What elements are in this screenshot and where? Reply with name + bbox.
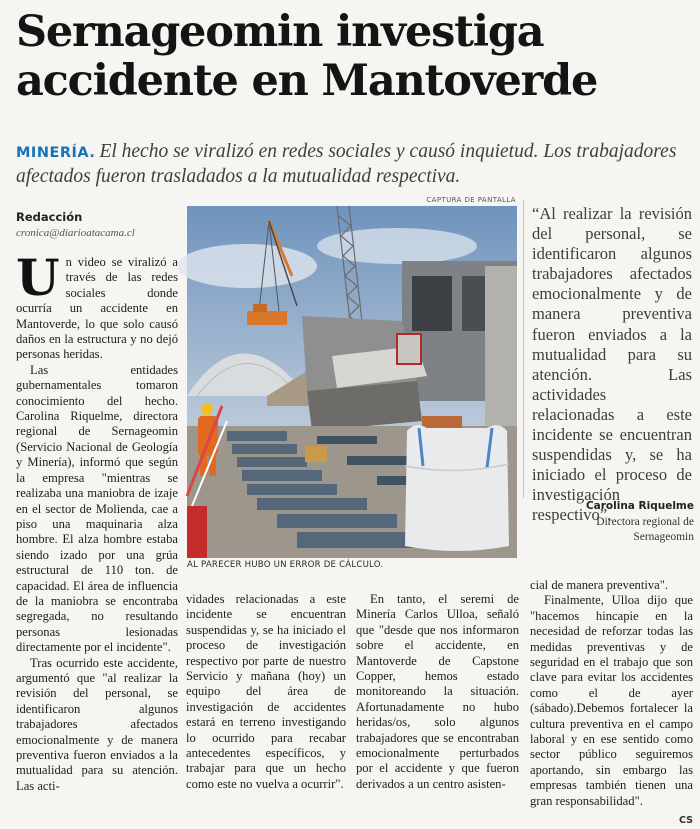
pullquote-divider xyxy=(523,200,524,498)
article-column-4 xyxy=(530,578,693,829)
byline xyxy=(16,210,186,239)
article-column-1 xyxy=(16,248,178,794)
lead-text: n video se viralizó a través de las redes sociales donde ocurría un accidente en Mantoverde, lo que solo causó daños en la estructura y no dejó personas heridas. xyxy=(16,255,178,362)
paragraph: cial de manera preventiva". xyxy=(530,578,669,592)
pullquote-author: Carolina Riquelme xyxy=(585,500,694,512)
photo-caption: AL PARECER HUBO UN ERROR DE CÁLCULO. xyxy=(187,560,384,570)
paragraph: En tanto, el seremi de Minería Carlos Ulloa, señaló que "desde que nos informaron sobre el accidente, en Mantoverde de Capstone Copper, hemos estado monitoreando la situación. Afortunadamente no hubo heridas/os, solo algunos trabajadores que se encontraban emocionalmente perturbados por el accidente y que fueron derivados a un centro asisten- xyxy=(356,592,519,791)
byline-email: cronica@diarioatacama.cl xyxy=(16,227,135,239)
article-column-2 xyxy=(186,592,346,792)
drop-cap: U xyxy=(16,248,60,307)
byline-name: Redacción xyxy=(16,210,83,224)
photo-credit: CAPTURA DE PANTALLA xyxy=(426,196,516,204)
section-kicker: MINERÍA. xyxy=(16,145,96,161)
end-mark: CS xyxy=(679,815,693,827)
standfirst xyxy=(16,140,692,189)
headline: Sernageomin investiga accidente en Mantoverde xyxy=(16,7,598,106)
paragraph: Finalmente, Ulloa dijo que "hacemos hincapie en la necesidad de reforzar todas las medidas preventivas y de seguridad en el trabajo que son clave para evitar los accidentes como el de ayer (sábado).Debemos fortalecer la cultura preventiva en el campo laboral y en ese sentido como sector público seguiremos aportando, sin embargo las empresas también tienen una gran responsabilidad". xyxy=(530,593,693,808)
pullquote: “Al realizar la revisión del personal, se identificaron algunos trabajadores afectados emocionalmente y de manera preventiva fueron enviados a la mutualidad para su atención. Las actividades relacionadas a este incidente se encuentran suspendidas y, se ha iniciado el proceso de investigación respectivo”. xyxy=(532,204,692,525)
article-column-3 xyxy=(356,592,519,792)
pullquote-author-role: Directora regional de Sernageomin xyxy=(596,516,694,543)
paragraph: Las entidades gubernamentales tomaron conocimiento del hecho. Carolina Riquelme, directora regional de Sernageomin (Servicio Nacional de Geología y Minería), informó que según la empresa "mientras se realizaba una maniobra de izaje en el sector de Molienda, cae a piso una maquinaria alza hombre. El alza hombre estaba siendo izado por una grúa estructural de 110 ton. de capacidad. El área de influencia de la maniobra se encontraba segregada, no resultando personas lesionadas directamente por el incidente". xyxy=(16,362,178,655)
paragraph: Tras ocurrido este accidente, argumentó que "al realizar la revisión del personal, se identificaron algunos trabajadores afectados emocionalmente y de manera preventiva fueron enviados a la mutualidad para su atención. Las acti- xyxy=(16,655,178,793)
standfirst-text: El hecho se viralizó en redes sociales y causó inquietud. Los trabajadores afectados fueron trasladados a la mutualidad respectiva. xyxy=(16,141,677,187)
accident-photo xyxy=(187,206,517,558)
lead-paragraph xyxy=(16,248,178,363)
paragraph: vidades relacionadas a este incidente se encuentran suspendidas y, se ha iniciado el proceso de investigación respectivo por parte de nuestro Servicio y mañana (hoy) un equipo del área de investigación de accidentes estará en terreno investigando lo ocurrido para recabar antecedentes específicos, y trabajar para que un hecho como este no vuelva a ocurrir". xyxy=(186,592,346,791)
